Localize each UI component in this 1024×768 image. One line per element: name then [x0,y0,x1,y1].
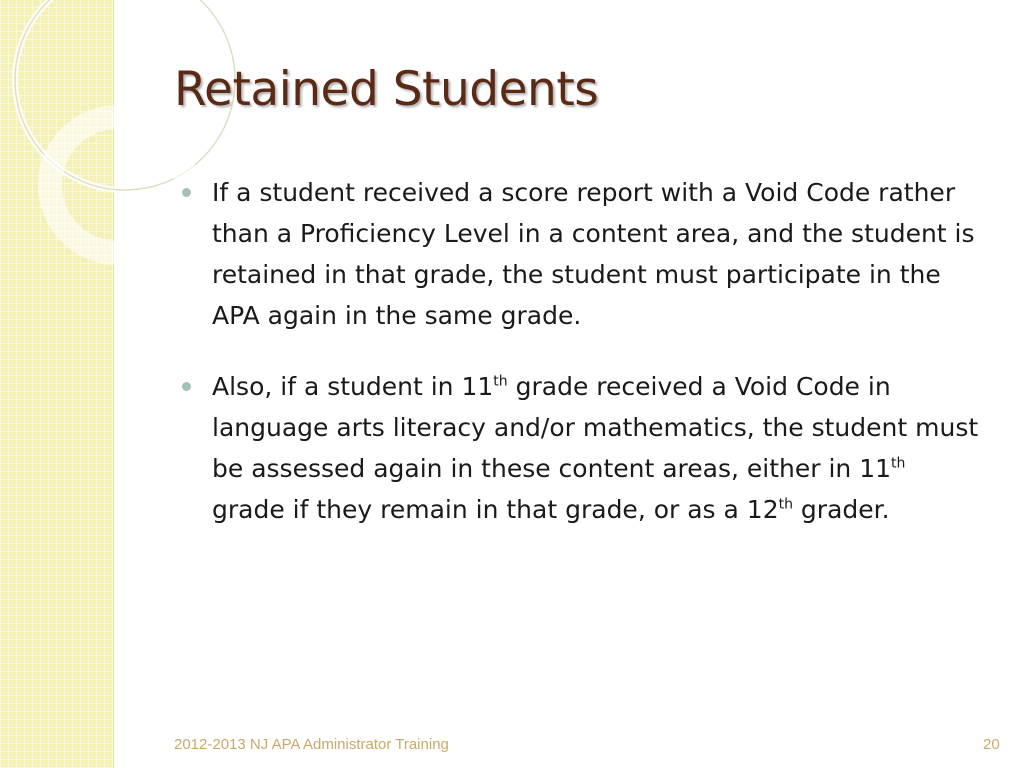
bullet-list [182,172,982,560]
bullet-text: If a student received a score report with a Void Code rather than a Proficiency Level in a content area, and the student is retained in that grade, the student must participate in the APA again in the same grade. [212,178,975,330]
side-decor-panel [0,0,114,768]
bullet-marker-icon [182,382,191,391]
bullet-text-part: Also, if a student in 11 [212,372,494,401]
ordinal-superscript: th [778,496,793,513]
slide-page-number: 20 [983,736,1000,753]
bullet-item [182,366,982,530]
bullet-text-part: grader. [792,495,890,524]
ordinal-superscript: th [891,455,906,472]
slide-title: Retained Students [174,62,599,117]
ordinal-superscript: th [493,373,508,390]
bullet-text-part: grade if they remain in that grade, or as a 12 [212,495,779,524]
bullet-item [182,172,982,336]
bullet-marker-icon [182,188,191,197]
footer-training-label: 2012-2013 NJ APA Administrator Training [174,736,449,753]
bullet-text-part: grade received a Void Code in language arts literacy and/or mathematics, the student must be assessed again in these content areas, either in 11 [212,372,979,483]
